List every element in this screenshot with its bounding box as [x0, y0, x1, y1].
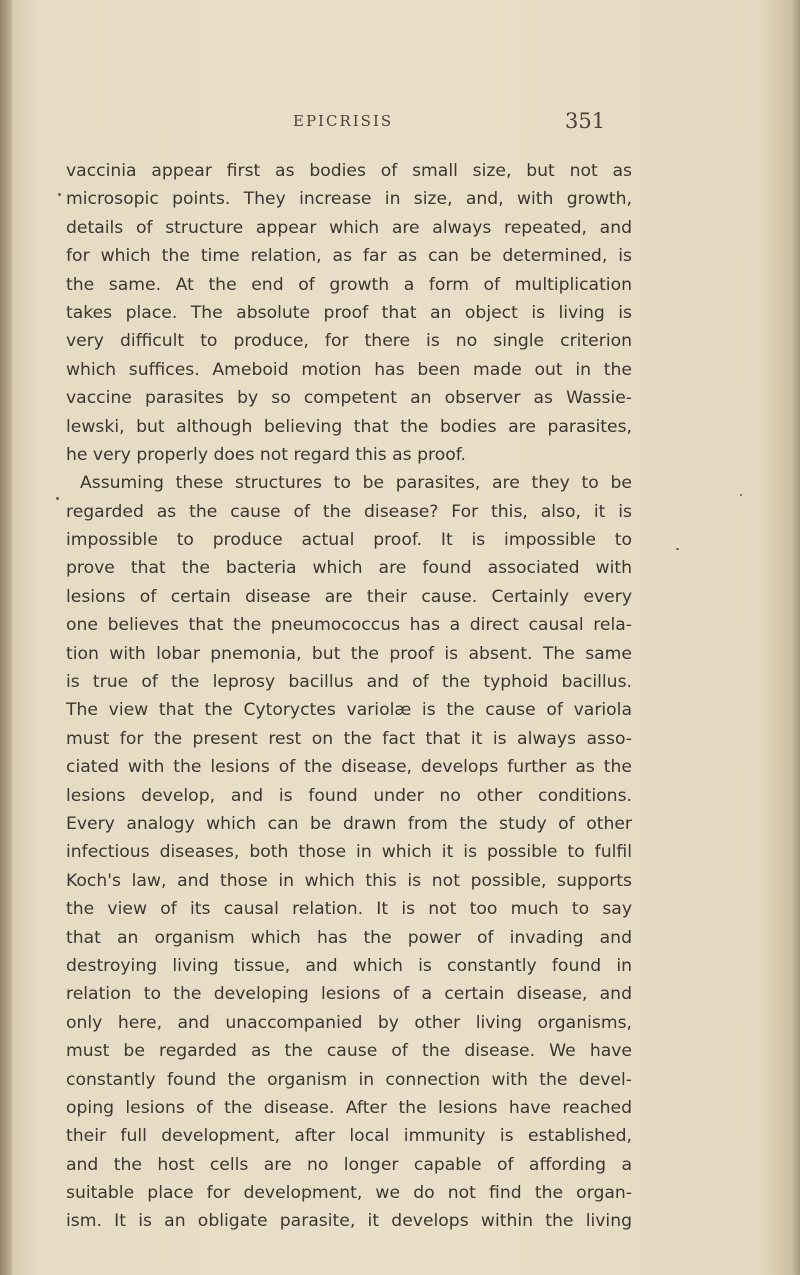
text-line: ism. It is an obligate parasite, it develops within the living — [66, 1211, 632, 1232]
text-line: oping lesions of the disease. After the lesions have reached — [66, 1097, 632, 1118]
text-line: for which the time relation, as far as can be determined, is — [66, 246, 632, 267]
text-line: infectious diseases, both those in which it is possible to fulfil — [66, 842, 632, 863]
text-line: Koch's law, and those in which this is not possible, supports — [66, 870, 632, 891]
text-line: takes place. The absolute proof that an object is living is — [66, 302, 632, 323]
text-line: ciated with the lesions of the disease, develops further as the — [66, 757, 632, 778]
paper-speck — [56, 497, 59, 500]
text-line: suitable place for development, we do not find the organ- — [66, 1183, 632, 1204]
text-line: that an organism which has the power of invading and — [66, 927, 632, 948]
page-number: 351 — [565, 109, 606, 133]
text-line: very difficult to produce, for there is no single criterion — [66, 331, 632, 352]
paper-speck — [676, 548, 679, 550]
text-line: vaccinia appear first as bodies of small size, but not as — [66, 161, 632, 181]
body-text — [66, 157, 632, 1236]
text-line: is true of the leprosy bacillus and of the typhoid bacillus. — [66, 672, 632, 693]
paper-speck — [58, 193, 61, 196]
text-line: Assuming these structures to be parasites, are they to be — [80, 473, 632, 494]
text-line: one believes that the pneumococcus has a direct causal rela- — [66, 615, 632, 636]
page-edge-shadow — [790, 0, 800, 1275]
text-line: Every analogy which can be drawn from the study of other — [66, 813, 632, 834]
text-line: which suffices. Ameboid motion has been made out in the — [66, 359, 632, 380]
text-line: impossible to produce actual proof. It is impossible to — [66, 530, 632, 551]
text-line: lesions of certain disease are their cause. Certainly every — [66, 586, 632, 607]
text-line: details of structure appear which are always repeated, and — [66, 217, 632, 238]
text-line: prove that the bacteria which are found associated with — [66, 558, 632, 579]
text-line: the same. At the end of growth a form of multiplication — [66, 274, 632, 295]
text-line: The view that the Cytoryctes variolæ is the cause of variola — [66, 700, 632, 721]
text-line: tion with lobar pnemonia, but the proof is absent. The same — [66, 643, 632, 664]
text-line: vaccine parasites by so competent an observer as Wassie- — [66, 388, 632, 409]
running-head: EPICRISIS — [293, 112, 394, 130]
text-line: only here, and unaccompanied by other living organisms, — [66, 1012, 632, 1033]
text-line: and the host cells are no longer capable of affording a — [66, 1154, 632, 1175]
page-gutter-shadow — [0, 0, 12, 1275]
text-line: constantly found the organism in connection with the devel- — [66, 1069, 632, 1090]
text-line: the view of its causal relation. It is not too much to say — [66, 899, 632, 920]
text-line: must for the present rest on the fact that it is always asso- — [66, 728, 632, 749]
text-line: relation to the developing lesions of a certain disease, and — [66, 984, 632, 1005]
text-line: microsopic points. They increase in size, and, with growth, — [66, 189, 632, 210]
text-line: their full development, after local immunity is established, — [66, 1126, 632, 1147]
page-header — [0, 109, 800, 144]
paper-speck — [740, 494, 742, 496]
text-line: lesions develop, and is found under no other conditions. — [66, 785, 632, 806]
text-line: lewski, but although believing that the bodies are parasites, — [66, 416, 632, 437]
text-line: must be regarded as the cause of the disease. We have — [66, 1041, 632, 1062]
text-line: he very properly does not regard this as proof. — [66, 444, 466, 465]
text-line: regarded as the cause of the disease? For this, also, it is — [66, 501, 632, 522]
text-line: destroying living tissue, and which is constantly found in — [66, 955, 632, 976]
